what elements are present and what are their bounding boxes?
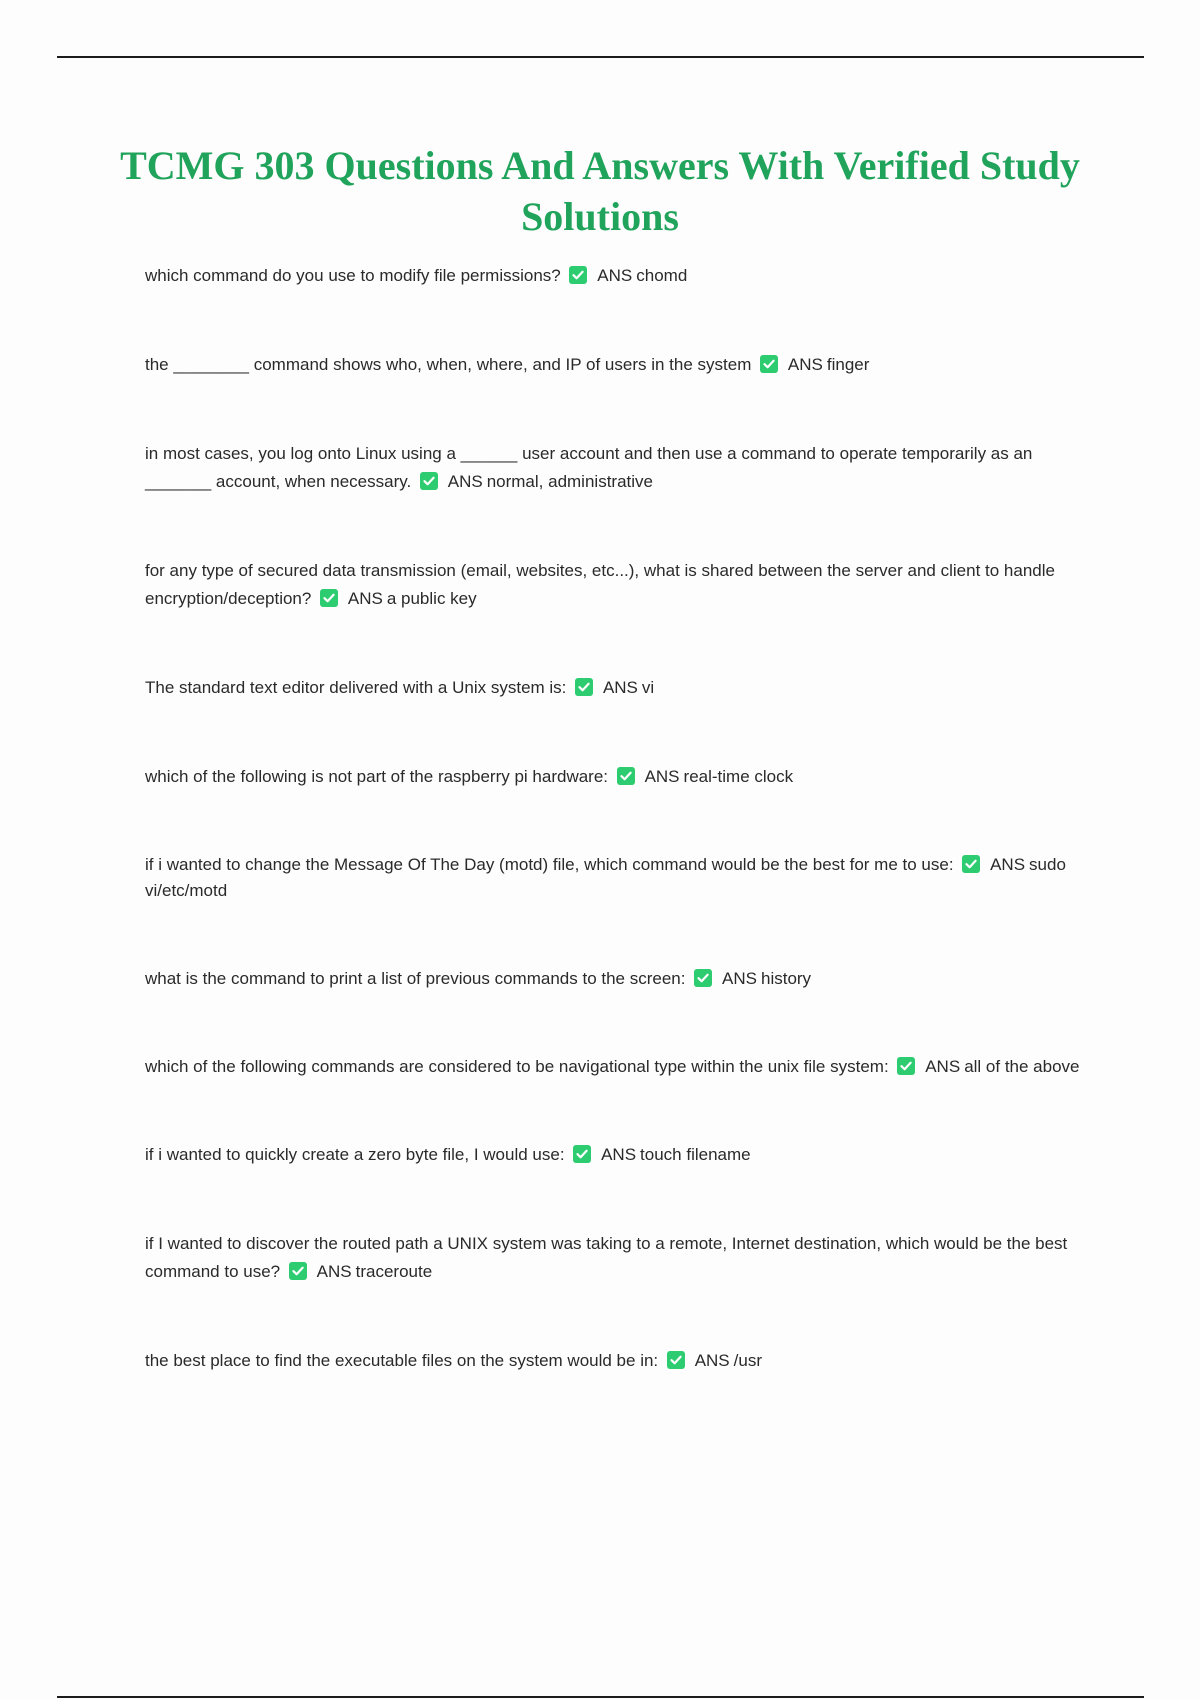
question-text: what is the command to print a list of previous commands to the screen:	[145, 969, 686, 988]
qa-item	[145, 965, 1085, 993]
qa-item	[145, 440, 1085, 496]
check-mark-icon	[569, 266, 587, 284]
answer-text: touch filename	[640, 1145, 751, 1164]
check-mark-icon	[962, 855, 980, 873]
check-mark-icon	[575, 678, 593, 696]
question-text: in most cases, you log onto Linux using a ______ user account and then use a command to operate temporarily as an _______ account, when necessary.	[145, 444, 1033, 491]
qa-item	[145, 1054, 1085, 1080]
check-mark-icon	[289, 1262, 307, 1280]
qa-item	[145, 351, 1085, 379]
answer-prefix: ANS	[597, 266, 633, 285]
qa-item	[145, 763, 1085, 791]
question-text: which of the following commands are considered to be navigational type within the unix file system:	[145, 1057, 889, 1076]
answer-text: finger	[826, 355, 870, 374]
answer-prefix: ANS	[602, 678, 638, 697]
answer-prefix: ANS	[925, 1057, 961, 1076]
answer-prefix: ANS	[990, 855, 1026, 874]
question-text: if i wanted to quickly create a zero byte file, I would use:	[145, 1145, 565, 1164]
header-rule	[57, 56, 1144, 58]
qa-item	[145, 262, 1085, 290]
answer-prefix: ANS	[601, 1145, 637, 1164]
answer-prefix: ANS	[787, 355, 823, 374]
answer-prefix: ANS	[722, 969, 757, 988]
answer-prefix: ANS	[644, 767, 680, 786]
answer-prefix: ANS	[347, 589, 383, 608]
question-text: if i wanted to change the Message Of The Day (motd) file, which command would be the best for me to use:	[145, 855, 954, 874]
answer-text: traceroute	[355, 1262, 433, 1281]
answer-text: chomd	[636, 266, 688, 285]
qa-item	[145, 674, 1085, 702]
question-text: for any type of secured data transmission (email, websites, etc...), what is shared between the server and client to handle encryption/deception?	[145, 561, 1055, 608]
page-title: TCMG 303 Questions And Answers With Verified Study Solutions	[120, 143, 1080, 239]
answer-prefix: ANS	[447, 472, 483, 491]
answer-text: /usr	[733, 1351, 762, 1370]
question-text: which command do you use to modify file permissions?	[145, 266, 561, 285]
qa-item	[145, 557, 1085, 613]
answer-text: normal, administrative	[486, 472, 653, 491]
answer-text: sudo vi/etc/motd	[145, 855, 1066, 900]
qa-list	[145, 262, 1085, 1436]
qa-item	[145, 1141, 1085, 1169]
question-text: the best place to find the executable files on the system would be in:	[145, 1351, 659, 1370]
answer-text: all of the above	[964, 1057, 1080, 1076]
answer-text: history	[760, 969, 812, 988]
check-mark-icon	[420, 472, 438, 490]
answer-prefix: ANS	[316, 1262, 352, 1281]
check-mark-icon	[667, 1351, 685, 1369]
answer-prefix: ANS	[694, 1351, 730, 1370]
question-text: The standard text editor delivered with a Unix system is:	[145, 678, 567, 697]
answer-text: real-time clock	[683, 767, 794, 786]
answer-text: a public key	[386, 589, 477, 608]
qa-item	[145, 1347, 1085, 1375]
answer-text: vi	[641, 678, 655, 697]
check-mark-icon	[694, 969, 712, 987]
question-text: the ________ command shows who, when, where, and IP of users in the system	[145, 355, 752, 374]
check-mark-icon	[897, 1057, 915, 1075]
check-mark-icon	[760, 355, 778, 373]
check-mark-icon	[320, 589, 338, 607]
qa-item	[145, 852, 1085, 904]
check-mark-icon	[617, 767, 635, 785]
check-mark-icon	[573, 1145, 591, 1163]
footer-rule	[57, 1696, 1144, 1698]
question-text: which of the following is not part of the raspberry pi hardware:	[145, 767, 609, 786]
qa-item	[145, 1230, 1085, 1286]
question-text: if I wanted to discover the routed path a UNIX system was taking to a remote, Internet destination, which would be the best command to use?	[145, 1234, 1068, 1281]
